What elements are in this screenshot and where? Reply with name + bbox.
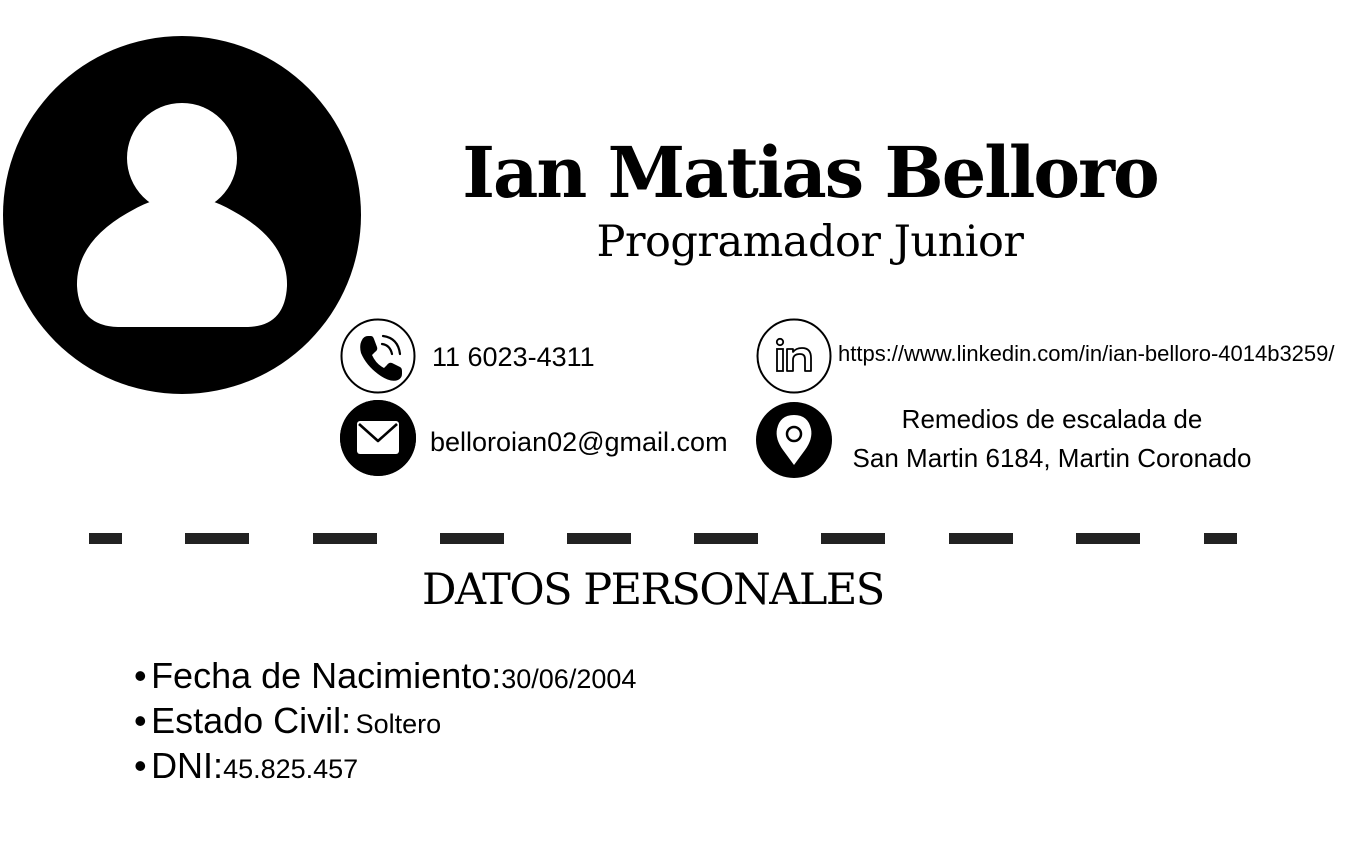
dni-label: DNI: xyxy=(151,745,224,786)
user-avatar-icon xyxy=(3,36,361,394)
divider-dash xyxy=(1204,533,1237,544)
avatar xyxy=(3,36,361,394)
bullet: • xyxy=(134,745,147,786)
birthdate-value: 30/06/2004 xyxy=(501,664,637,694)
job-title: Programador Junior xyxy=(596,217,1024,267)
linkedin-icon[interactable] xyxy=(756,318,832,394)
bullet: • xyxy=(134,700,147,741)
section-title-personal-data: DATOS PERSONALES xyxy=(422,565,884,615)
divider-dash xyxy=(313,533,377,544)
divider-dash xyxy=(567,533,631,544)
divider-dash xyxy=(89,533,122,544)
phone-icon xyxy=(340,318,416,394)
personal-details-list xyxy=(134,653,636,788)
divider-dash xyxy=(185,533,249,544)
divider-dash xyxy=(440,533,504,544)
full-name: Ian Matias Belloro xyxy=(462,131,1158,214)
divider-dash xyxy=(949,533,1013,544)
marital-status-value: Soltero xyxy=(355,709,442,739)
linkedin-url[interactable]: https://www.linkedin.com/in/ian-belloro-4014b3259/ xyxy=(838,341,1335,366)
phone-number[interactable]: 11 6023-4311 xyxy=(432,342,595,372)
divider-dash xyxy=(1076,533,1140,544)
address xyxy=(834,400,1270,478)
envelope-icon xyxy=(340,400,416,476)
list-item xyxy=(134,743,636,788)
address-line-1: Remedios de escalada de xyxy=(901,404,1203,434)
divider-dash xyxy=(821,533,885,544)
email-address[interactable]: belloroian02@gmail.com xyxy=(430,427,728,457)
dni-value: 45.825.457 xyxy=(223,754,359,784)
address-line-2: San Martin 6184, Martin Coronado xyxy=(852,443,1252,473)
marital-status-label: Estado Civil: xyxy=(151,700,352,741)
bullet: • xyxy=(134,655,147,696)
birthdate-label: Fecha de Nacimiento: xyxy=(151,655,502,696)
divider-dash xyxy=(694,533,758,544)
location-pin-icon xyxy=(756,402,832,478)
list-item xyxy=(134,653,636,698)
list-item xyxy=(134,698,636,743)
